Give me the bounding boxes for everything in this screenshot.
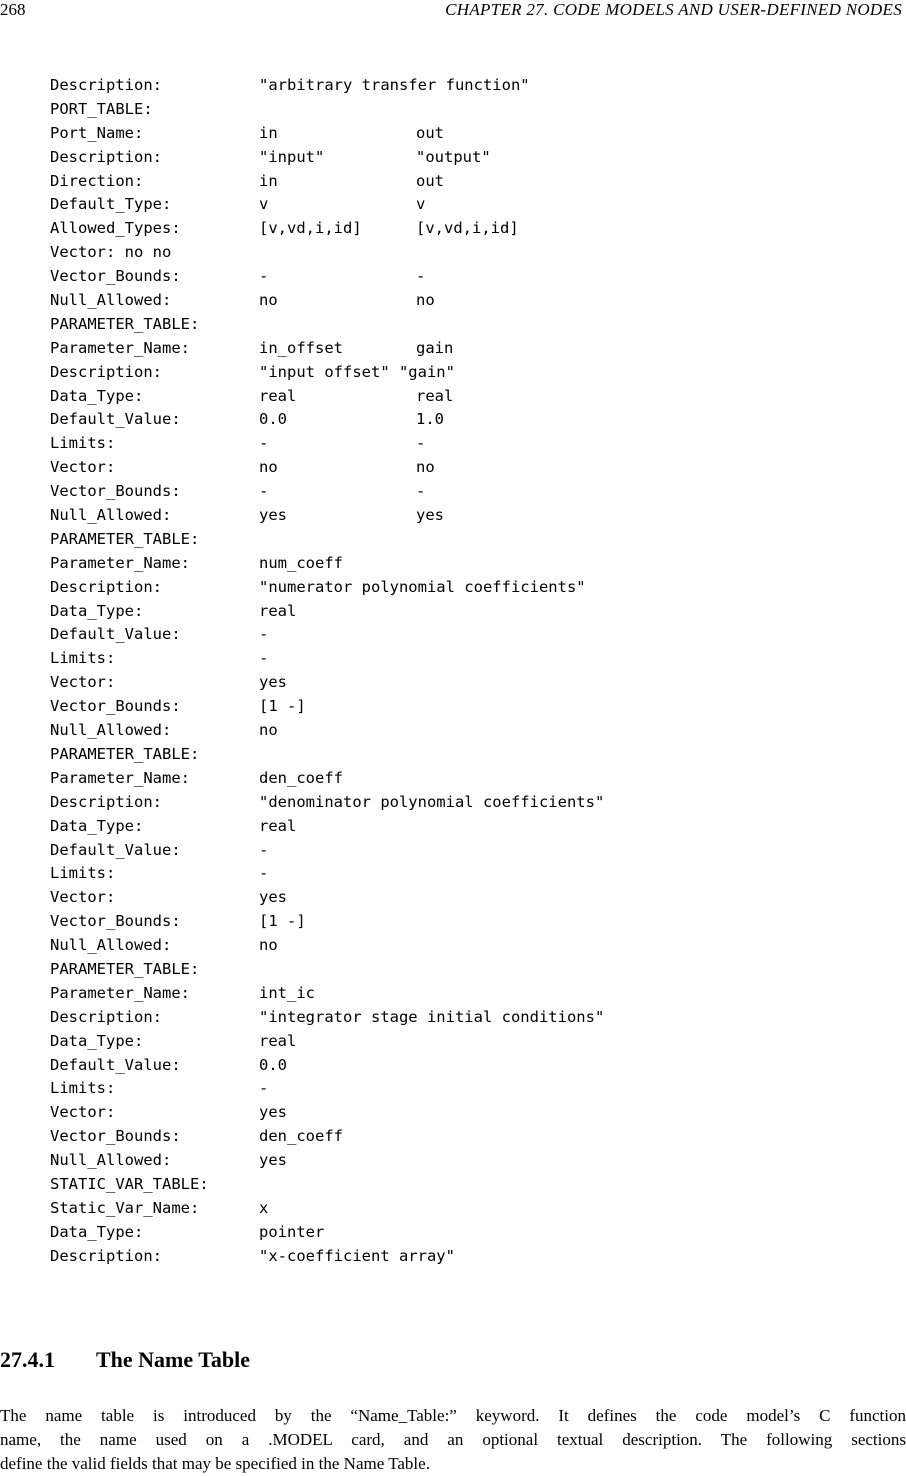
- code-field-value: [1 -]: [259, 912, 306, 931]
- code-field-value: -: [259, 434, 269, 453]
- code-field-value: yes: [259, 673, 287, 692]
- section-number: 27.4.1: [0, 1347, 55, 1372]
- code-field-label: Parameter_Name:: [50, 338, 190, 357]
- code-field-value: -: [259, 840, 269, 859]
- code-field-label: Limits:: [50, 1079, 116, 1098]
- code-field-value-2: out: [416, 171, 444, 190]
- code-field-label: Data_Type:: [50, 1031, 144, 1050]
- code-field-label: Null_Allowed:: [50, 936, 172, 955]
- code-field-value: -: [259, 482, 269, 501]
- code-field-value-2: no: [416, 458, 435, 477]
- code-field-value: -: [259, 864, 269, 883]
- code-field-label: Parameter_Name:: [50, 983, 190, 1002]
- code-field-value-2: 1.0: [416, 410, 444, 429]
- code-field-value: den_coeff: [259, 768, 343, 787]
- code-field-label: Parameter_Name:: [50, 768, 190, 787]
- section-title: The Name Table: [96, 1347, 251, 1372]
- code-field-label: Limits:: [50, 864, 116, 883]
- code-field-value-2: gain: [416, 338, 454, 357]
- code-field-label: STATIC_VAR_TABLE:: [50, 1174, 209, 1193]
- code-field-value: [1 -]: [259, 697, 306, 716]
- code-field-label: Vector_Bounds:: [50, 1127, 181, 1146]
- code-field-label: Static_Var_Name:: [50, 1198, 200, 1217]
- code-field-label: Limits:: [50, 434, 116, 453]
- code-field-label: PARAMETER_TABLE:: [50, 959, 200, 978]
- code-field-value-2: -: [416, 482, 426, 501]
- code-field-label: Default_Value:: [50, 625, 181, 644]
- code-field-label: Null_Allowed:: [50, 1151, 172, 1170]
- code-field-label: Vector_Bounds:: [50, 482, 181, 501]
- code-field-label: Description:: [50, 76, 162, 94]
- code-field-label: Null_Allowed:: [50, 291, 172, 310]
- code-field-value: no: [259, 721, 278, 740]
- code-field-label: Description:: [50, 147, 162, 166]
- code-field-value: "input": [259, 147, 325, 166]
- code-field-label: Default_Value:: [50, 1055, 181, 1074]
- code-field-label: Data_Type:: [50, 1222, 144, 1241]
- code-field-label: Parameter_Name:: [50, 553, 190, 572]
- code-field-value: real: [259, 601, 297, 620]
- code-field-label: Data_Type:: [50, 601, 144, 620]
- code-field-label: Description:: [50, 1246, 162, 1265]
- code-field-label: Default_Type:: [50, 195, 172, 214]
- code-field-label: Description:: [50, 577, 162, 596]
- code-field-value: no: [259, 936, 278, 955]
- code-field-label: Null_Allowed:: [50, 506, 172, 525]
- code-field-label: Data_Type:: [50, 386, 144, 405]
- code-field-label: Port_Name:: [50, 123, 144, 142]
- code-field-value: v: [259, 195, 269, 214]
- code-field-label: Description:: [50, 792, 162, 811]
- code-field-value-2: no: [416, 291, 435, 310]
- code-field-value: real: [259, 816, 297, 835]
- code-field-label: Vector:: [50, 673, 116, 692]
- code-field-value: "input offset" "gain": [259, 362, 455, 381]
- paragraph: [0, 1404, 906, 1476]
- code-field-label: Vector:: [50, 888, 116, 907]
- code-field-label: Null_Allowed:: [50, 721, 172, 740]
- code-field-label: Vector:: [50, 1103, 116, 1122]
- code-field-value: yes: [259, 506, 287, 525]
- paragraph-line: define the valid fields that may be specified in the Name Table.: [0, 1454, 430, 1473]
- code-field-label: PORT_TABLE:: [50, 99, 153, 118]
- code-field-label: Direction:: [50, 171, 144, 190]
- code-field-label: Data_Type:: [50, 816, 144, 835]
- code-field-value: "numerator polynomial coefficients": [259, 577, 586, 596]
- code-field-value: [v,vd,i,id]: [259, 219, 362, 238]
- code-field-value: yes: [259, 1151, 287, 1170]
- code-field-value-2: [v,vd,i,id]: [416, 219, 519, 238]
- code-field-value: -: [259, 267, 269, 286]
- code-field-value: real: [259, 386, 297, 405]
- code-field-value: "x-coefficient array": [259, 1246, 455, 1265]
- code-field-value-2: out: [416, 123, 444, 142]
- code-field-value: 0.0: [259, 1055, 287, 1074]
- code-field-value-2: v: [416, 195, 426, 214]
- code-field-value: yes: [259, 1103, 287, 1122]
- code-field-label: Default_Value:: [50, 410, 181, 429]
- code-field-value: in: [259, 123, 278, 142]
- code-field-value: 0.0: [259, 410, 287, 429]
- code-field-value: den_coeff: [259, 1127, 343, 1146]
- code-field-value: in: [259, 171, 278, 190]
- code-field-value: no: [259, 291, 278, 310]
- code-field-value: x: [259, 1198, 269, 1217]
- page-number: 268: [0, 0, 26, 19]
- code-field-value: -: [259, 649, 269, 668]
- running-header: [0, 0, 906, 24]
- code-field-label: Default_Value:: [50, 840, 181, 859]
- code-field-label: Limits:: [50, 649, 116, 668]
- code-field-value-2: yes: [416, 506, 444, 525]
- code-field-value: no: [259, 458, 278, 477]
- code-field-value: pointer: [259, 1222, 325, 1241]
- code-field-label: Description:: [50, 1007, 162, 1026]
- code-field-value: real: [259, 1031, 297, 1050]
- code-field-value: "integrator stage initial conditions": [259, 1007, 605, 1026]
- code-field-label: PARAMETER_TABLE:: [50, 744, 200, 763]
- code-field-value: "arbitrary transfer function": [259, 76, 530, 94]
- code-field-value-2: "output": [416, 147, 491, 166]
- code-field-label: Allowed_Types:: [50, 219, 181, 238]
- code-field-label: PARAMETER_TABLE:: [50, 529, 200, 548]
- code-field-label: Vector: no no: [50, 243, 172, 262]
- code-field-value: -: [259, 1079, 269, 1098]
- code-field-label: Vector_Bounds:: [50, 912, 181, 931]
- code-field-value-2: real: [416, 386, 454, 405]
- code-field-value: in_offset: [259, 338, 343, 357]
- code-field-label: Description:: [50, 362, 162, 381]
- code-field-value-2: -: [416, 267, 426, 286]
- paragraph-line: name, the name used on a .MODEL card, and an optional textual description. The following sections: [0, 1430, 906, 1449]
- code-field-value: int_ic: [259, 983, 315, 1002]
- code-field-label: PARAMETER_TABLE:: [50, 314, 200, 333]
- code-field-value: -: [259, 625, 269, 644]
- code-field-value: num_coeff: [259, 553, 343, 572]
- section-heading: [0, 1347, 250, 1373]
- chapter-title: CHAPTER 27. CODE MODELS AND USER-DEFINED NODES: [445, 0, 902, 19]
- code-field-value-2: -: [416, 434, 426, 453]
- code-field-label: Vector_Bounds:: [50, 267, 181, 286]
- paragraph-line: The name table is introduced by the “Name_Table:” keyword. It defines the code model’s C function: [0, 1406, 906, 1425]
- code-field-label: Vector:: [50, 458, 116, 477]
- code-field-label: Vector_Bounds:: [50, 697, 181, 716]
- code-field-value: "denominator polynomial coefficients": [259, 792, 605, 811]
- code-field-value: yes: [259, 888, 287, 907]
